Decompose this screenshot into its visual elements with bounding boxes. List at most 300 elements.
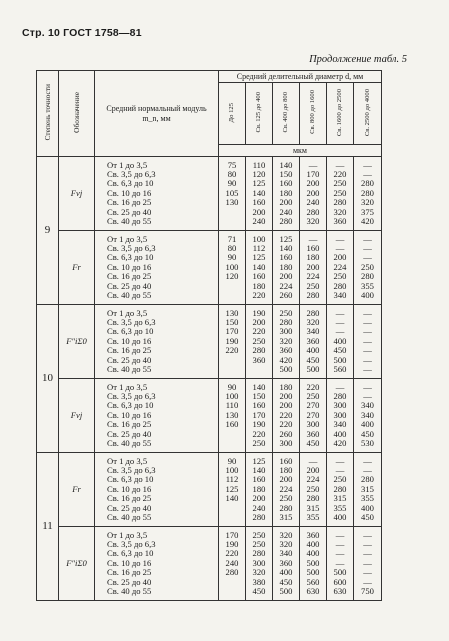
- tolerance-value: —: [363, 307, 372, 318]
- tolerance-symbol: Fr: [59, 231, 95, 305]
- tolerance-value: 340: [279, 548, 293, 559]
- module-range: Св. 25 до 40: [107, 502, 152, 513]
- module-range: Св. 6,3 до 10: [107, 326, 154, 337]
- tolerance-value: 355: [333, 502, 347, 513]
- tolerance-value: 71: [227, 233, 237, 244]
- tolerance-value: 110: [225, 400, 239, 411]
- tolerance-value: 400: [306, 345, 320, 356]
- tolerance-value: 280: [252, 345, 266, 356]
- accuracy-degree: 10: [37, 305, 59, 453]
- tolerance-value: 160: [279, 252, 293, 263]
- module-range: Св. 10 до 16: [107, 409, 152, 420]
- tolerance-value: —: [363, 381, 372, 392]
- tolerance-value: 450: [279, 576, 293, 587]
- tolerance-value: 400: [279, 567, 293, 578]
- tolerance-value: 280: [333, 483, 347, 494]
- tolerance-value: 280: [306, 206, 320, 217]
- tolerance-value: 240: [252, 215, 266, 226]
- tolerance-value: —: [335, 159, 345, 170]
- tolerance-value: 160: [279, 455, 293, 466]
- tolerance-symbol: F″iΣ0: [59, 527, 95, 601]
- tolerance-value: 340: [361, 409, 374, 420]
- tolerance-value: 360: [279, 345, 293, 356]
- tolerance-value: 500: [333, 354, 347, 365]
- tolerance-value: —: [308, 455, 318, 466]
- tolerance-value: [219, 291, 245, 300]
- tolerance-value: 160: [252, 271, 266, 282]
- tolerance-value: 180: [279, 187, 293, 198]
- tolerance-value: 500: [279, 585, 293, 596]
- tolerance-value: 340: [361, 400, 374, 411]
- tolerance-value: 80: [227, 169, 237, 180]
- tolerance-value: 140: [279, 159, 293, 170]
- tolerance-value: 360: [279, 557, 293, 568]
- module-range: От 1 до 3,5: [107, 307, 148, 318]
- tolerance-value: [219, 513, 245, 522]
- tolerance-value: 110: [252, 159, 266, 170]
- tolerance-value: 200: [306, 178, 320, 189]
- tolerance-value: 125: [252, 455, 266, 466]
- module-range: Св. 40 до 55: [107, 511, 152, 522]
- tolerance-value: 250: [361, 261, 374, 272]
- tolerance-value: 160: [279, 178, 293, 189]
- tolerance-value: 180: [252, 483, 266, 494]
- diameter-col-3: Св. 800 до 1600: [300, 83, 327, 145]
- tolerance-value: 450: [361, 428, 374, 439]
- tolerance-value: —: [363, 252, 372, 263]
- value-column: [300, 379, 327, 453]
- tolerance-value: —: [363, 455, 372, 466]
- tolerance-value: —: [363, 567, 372, 578]
- tolerance-value: —: [363, 529, 372, 540]
- tolerance-value: 200: [333, 252, 347, 263]
- tolerance-value: 450: [306, 354, 320, 365]
- tolerance-value: 220: [252, 428, 266, 439]
- tolerance-symbol: Fvj: [59, 157, 95, 231]
- value-column: [273, 379, 300, 453]
- tolerance-value: —: [363, 326, 372, 337]
- tolerance-value: 90: [227, 381, 237, 392]
- tolerance-value: 100: [225, 261, 239, 272]
- module-ranges: [95, 305, 219, 379]
- tolerance-value: 220: [279, 419, 293, 430]
- tolerance-value: 112: [225, 474, 239, 485]
- tolerance-value: 130: [225, 409, 239, 420]
- tolerance-value: 400: [361, 419, 374, 430]
- value-column: [246, 453, 273, 527]
- module-range: Св. 16 до 25: [107, 419, 152, 430]
- tolerance-value: 220: [279, 409, 293, 420]
- tolerance-value: —: [363, 391, 372, 402]
- tolerance-value: 320: [306, 317, 320, 328]
- tolerance-value: 150: [279, 169, 293, 180]
- tolerance-value: 340: [306, 326, 320, 337]
- tolerance-value: 280: [333, 280, 347, 291]
- tolerance-value: [219, 282, 245, 291]
- tolerance-value: 224: [333, 261, 347, 272]
- tolerance-value: 200: [306, 261, 320, 272]
- tolerance-value: 250: [252, 529, 266, 540]
- tolerance-value: 315: [361, 483, 374, 494]
- tolerance-value: 170: [306, 169, 320, 180]
- diameter-header: Средний делительный диаметр d, мм: [219, 71, 382, 83]
- tolerance-value: [219, 587, 245, 596]
- value-column: [246, 305, 273, 379]
- tolerance-value: 140: [225, 493, 239, 504]
- tolerance-value: 320: [279, 539, 293, 550]
- tolerance-value: 80: [227, 243, 237, 254]
- value-column: [300, 527, 327, 601]
- tolerance-value: —: [363, 243, 372, 254]
- tolerance-value: 280: [361, 474, 374, 485]
- tolerance-value: 180: [252, 280, 266, 291]
- tolerance-value: 250: [279, 307, 293, 318]
- value-column: [354, 305, 382, 379]
- tolerance-value: 320: [306, 215, 320, 226]
- value-column: [354, 379, 382, 453]
- tolerance-value: 400: [361, 289, 374, 300]
- tolerance-value: 280: [333, 197, 347, 208]
- tolerance-value: 450: [306, 437, 320, 448]
- accuracy-degree: 9: [37, 157, 59, 305]
- module-range: Св. 40 до 55: [107, 215, 152, 226]
- continuation-label: Продолжение табл. 5: [309, 54, 407, 65]
- tolerance-value: 400: [333, 428, 347, 439]
- tolerance-value: 140: [252, 381, 266, 392]
- tolerance-value: [219, 208, 245, 217]
- value-column: [219, 527, 246, 601]
- tolerance-value: 270: [306, 400, 320, 411]
- tolerance-value: 450: [361, 511, 374, 522]
- tolerance-value: 220: [225, 345, 239, 356]
- tolerance-value: 270: [306, 409, 320, 420]
- module-range: Св. 10 до 16: [107, 335, 152, 346]
- tolerance-value: 250: [333, 474, 347, 485]
- value-column: [327, 157, 354, 231]
- tolerance-value: 360: [333, 215, 347, 226]
- tolerance-value: 500: [306, 557, 320, 568]
- module-range: От 1 до 3,5: [107, 159, 148, 170]
- tolerance-value: 280: [361, 187, 374, 198]
- module-range: Св. 16 до 25: [107, 567, 152, 578]
- tolerance-value: 240: [279, 206, 293, 217]
- module-range: Св. 16 до 25: [107, 197, 152, 208]
- tolerance-value: 420: [333, 437, 347, 448]
- diameter-col-1: Св. 125 до 400: [246, 83, 273, 145]
- tolerance-value: 300: [279, 437, 293, 448]
- tolerance-value: 220: [252, 326, 266, 337]
- tolerance-value: —: [363, 169, 372, 180]
- tolerance-value: [219, 430, 245, 439]
- module-range: Св. 25 до 40: [107, 576, 152, 587]
- tolerance-value: 200: [279, 197, 293, 208]
- tolerance-value: 500: [333, 567, 347, 578]
- value-column: [219, 453, 246, 527]
- value-column: [354, 157, 382, 231]
- value-column: [300, 231, 327, 305]
- tolerance-value: 260: [279, 428, 293, 439]
- tolerance-value: 355: [306, 511, 320, 522]
- value-column: [354, 231, 382, 305]
- tolerance-symbol: F″iΣ0: [59, 305, 95, 379]
- module-ranges: [95, 527, 219, 601]
- tolerance-value: 125: [225, 483, 239, 494]
- tolerance-value: —: [363, 233, 372, 244]
- tolerance-value: 190: [225, 539, 239, 550]
- tolerance-value: 140: [279, 243, 293, 254]
- tolerance-value: —: [363, 345, 372, 356]
- tolerance-value: —: [335, 381, 345, 392]
- tolerance-value: 100: [225, 465, 239, 476]
- tolerance-value: [219, 356, 245, 365]
- tolerance-value: 240: [306, 197, 320, 208]
- unit-header: мкм: [219, 145, 382, 157]
- value-column: [273, 305, 300, 379]
- module-ranges: [95, 157, 219, 231]
- tolerance-value: 250: [333, 187, 347, 198]
- tolerance-value: 380: [252, 576, 266, 587]
- tolerance-value: 750: [361, 585, 374, 596]
- tolerance-value: 450: [333, 345, 347, 356]
- module-range: Св. 10 до 16: [107, 187, 152, 198]
- tolerance-value: 220: [252, 289, 266, 300]
- tolerance-value: 120: [252, 169, 266, 180]
- tolerance-value: —: [363, 539, 372, 550]
- tolerance-value: [219, 504, 245, 513]
- tolerance-value: [219, 578, 245, 587]
- tolerance-value: 90: [227, 178, 237, 189]
- tolerance-value: 224: [279, 280, 293, 291]
- module-range: Св. 6,3 до 10: [107, 178, 154, 189]
- tolerance-value: 500: [279, 363, 293, 374]
- value-column: [354, 453, 382, 527]
- tolerance-value: 280: [306, 289, 320, 300]
- tolerance-value: 160: [252, 400, 266, 411]
- tolerance-value: 280: [225, 567, 239, 578]
- tolerance-value: 340: [333, 289, 347, 300]
- page-header: Стр. 10 ГОСТ 1758—81: [22, 27, 142, 39]
- tolerance-value: 315: [279, 511, 293, 522]
- tolerance-value: 250: [279, 493, 293, 504]
- tolerance-value: 220: [333, 169, 347, 180]
- tolerance-value: 90: [227, 252, 237, 263]
- tolerance-value: 320: [252, 567, 266, 578]
- value-column: [300, 453, 327, 527]
- accuracy-degree: 11: [37, 453, 59, 601]
- module-range: Св. 25 до 40: [107, 280, 152, 291]
- tolerance-value: 250: [306, 483, 320, 494]
- tolerance-value: 500: [306, 567, 320, 578]
- module-range: От 1 до 3,5: [107, 529, 148, 540]
- tolerance-value: —: [335, 548, 345, 559]
- tolerance-value: 240: [225, 557, 239, 568]
- tolerance-value: —: [363, 465, 372, 476]
- tolerance-value: 100: [252, 233, 266, 244]
- tolerance-value: 250: [333, 271, 347, 282]
- diameter-col-0: До 125: [219, 83, 246, 145]
- tolerance-value: —: [363, 363, 372, 374]
- tolerance-value: 360: [306, 529, 320, 540]
- tolerance-value: 200: [306, 187, 320, 198]
- tolerance-value: 250: [333, 178, 347, 189]
- tolerance-value: —: [335, 529, 345, 540]
- symbol-header: Обозначение: [59, 71, 95, 157]
- module-range: Св. 25 до 40: [107, 206, 152, 217]
- tolerance-value: —: [363, 576, 372, 587]
- tolerance-value: 260: [279, 289, 293, 300]
- tolerance-value: 90: [227, 455, 237, 466]
- tolerance-value: 170: [225, 529, 239, 540]
- module-range: Св. 16 до 25: [107, 271, 152, 282]
- diameter-col-5: Св. 2500 до 4000: [354, 83, 382, 145]
- value-column: [327, 453, 354, 527]
- tolerance-value: 560: [306, 576, 320, 587]
- tolerance-value: 140: [252, 261, 266, 272]
- tolerance-value: 280: [252, 511, 266, 522]
- value-column: [219, 305, 246, 379]
- value-column: [327, 379, 354, 453]
- tolerance-value: 75: [227, 159, 237, 170]
- tolerance-value: 150: [225, 317, 239, 328]
- tolerance-value: 280: [279, 215, 293, 226]
- tolerance-value: 400: [333, 511, 347, 522]
- tolerance-value: 180: [306, 252, 320, 263]
- value-column: [273, 157, 300, 231]
- tolerance-value: 130: [225, 197, 239, 208]
- tolerance-value: 250: [252, 539, 266, 550]
- value-column: [273, 231, 300, 305]
- tolerance-value: —: [335, 557, 345, 568]
- tolerance-symbol: Fvj: [59, 379, 95, 453]
- value-column: [327, 305, 354, 379]
- module-range: Св. 25 до 40: [107, 428, 152, 439]
- tolerance-value: 280: [306, 493, 320, 504]
- tolerance-value: 200: [279, 271, 293, 282]
- tolerance-value: 500: [306, 363, 320, 374]
- tolerance-value: —: [335, 539, 345, 550]
- tolerance-value: 400: [361, 502, 374, 513]
- module-range: Св. 10 до 16: [107, 557, 152, 568]
- value-column: [219, 231, 246, 305]
- tolerance-value: 160: [225, 419, 239, 430]
- tolerance-value: [246, 365, 272, 374]
- tolerance-value: 280: [279, 317, 293, 328]
- tolerance-value: 600: [333, 576, 347, 587]
- module-range: От 1 до 3,5: [107, 233, 148, 244]
- tolerance-value: 360: [252, 354, 266, 365]
- tolerance-value: —: [363, 548, 372, 559]
- tolerance-value: 100: [225, 391, 239, 402]
- tolerance-value: 450: [252, 585, 266, 596]
- tolerance-value: 140: [252, 187, 266, 198]
- tolerance-value: 400: [333, 335, 347, 346]
- tolerance-value: 224: [306, 271, 320, 282]
- tolerance-value: 420: [361, 215, 374, 226]
- tolerance-value: 140: [252, 465, 266, 476]
- tolerance-value: 560: [333, 363, 347, 374]
- tolerance-value: 200: [279, 474, 293, 485]
- tolerance-value: 280: [333, 391, 347, 402]
- tolerance-value: [219, 439, 245, 448]
- module-range: Св. 40 до 55: [107, 289, 152, 300]
- tolerance-table: [36, 70, 382, 601]
- tolerance-value: 224: [279, 483, 293, 494]
- tolerance-value: —: [335, 317, 345, 328]
- tolerance-value: 125: [279, 233, 293, 244]
- module-ranges: [95, 231, 219, 305]
- tolerance-value: 360: [306, 428, 320, 439]
- module-range: Св. 3,5 до 6,3: [107, 465, 156, 476]
- tolerance-value: 280: [279, 502, 293, 513]
- tolerance-value: 130: [225, 307, 239, 318]
- tolerance-value: —: [335, 455, 345, 466]
- tolerance-value: 200: [252, 493, 266, 504]
- value-column: [327, 527, 354, 601]
- module-range: Св. 3,5 до 6,3: [107, 539, 156, 550]
- tolerance-value: 180: [279, 465, 293, 476]
- tolerance-value: —: [308, 159, 318, 170]
- tolerance-value: 120: [225, 271, 239, 282]
- tolerance-value: 160: [306, 243, 320, 254]
- tolerance-value: 355: [361, 493, 374, 504]
- tolerance-value: 250: [252, 335, 266, 346]
- value-column: [219, 157, 246, 231]
- tolerance-value: 300: [333, 400, 347, 411]
- tolerance-value: 315: [333, 493, 347, 504]
- module-range: Св. 10 до 16: [107, 261, 152, 272]
- tolerance-value: 340: [333, 419, 347, 430]
- tolerance-value: 190: [252, 419, 266, 430]
- tolerance-value: —: [363, 159, 372, 170]
- tolerance-value: —: [335, 465, 345, 476]
- tolerance-value: 250: [252, 437, 266, 448]
- tolerance-value: 220: [225, 548, 239, 559]
- tolerance-value: 190: [252, 307, 266, 318]
- value-column: [246, 379, 273, 453]
- tolerance-value: —: [335, 243, 345, 254]
- tolerance-value: —: [335, 307, 345, 318]
- degree-header: Степень точности: [37, 71, 59, 157]
- module-ranges: [95, 453, 219, 527]
- value-column: [246, 157, 273, 231]
- module-range: Св. 40 до 55: [107, 437, 152, 448]
- module-range: Св. 3,5 до 6,3: [107, 243, 156, 254]
- tolerance-symbol: Fr: [59, 453, 95, 527]
- tolerance-value: —: [335, 326, 345, 337]
- tolerance-value: 160: [252, 197, 266, 208]
- tolerance-value: 280: [252, 548, 266, 559]
- tolerance-value: 360: [306, 335, 320, 346]
- module-range: Св. 6,3 до 10: [107, 474, 154, 485]
- tolerance-value: 375: [361, 206, 374, 217]
- tolerance-value: 300: [306, 419, 320, 430]
- module-range: Св. 16 до 25: [107, 345, 152, 356]
- tolerance-value: 200: [252, 317, 266, 328]
- tolerance-value: 300: [333, 409, 347, 420]
- value-column: [273, 527, 300, 601]
- value-column: [354, 527, 382, 601]
- value-column: [273, 453, 300, 527]
- tolerance-value: 250: [306, 391, 320, 402]
- tolerance-value: 630: [333, 585, 347, 596]
- module-range: Св. 10 до 16: [107, 483, 152, 494]
- value-column: [246, 231, 273, 305]
- tolerance-value: 200: [279, 400, 293, 411]
- module-range: Св. 6,3 до 10: [107, 548, 154, 559]
- module-range: Св. 6,3 до 10: [107, 400, 154, 411]
- tolerance-value: —: [363, 557, 372, 568]
- tolerance-value: 200: [306, 465, 320, 476]
